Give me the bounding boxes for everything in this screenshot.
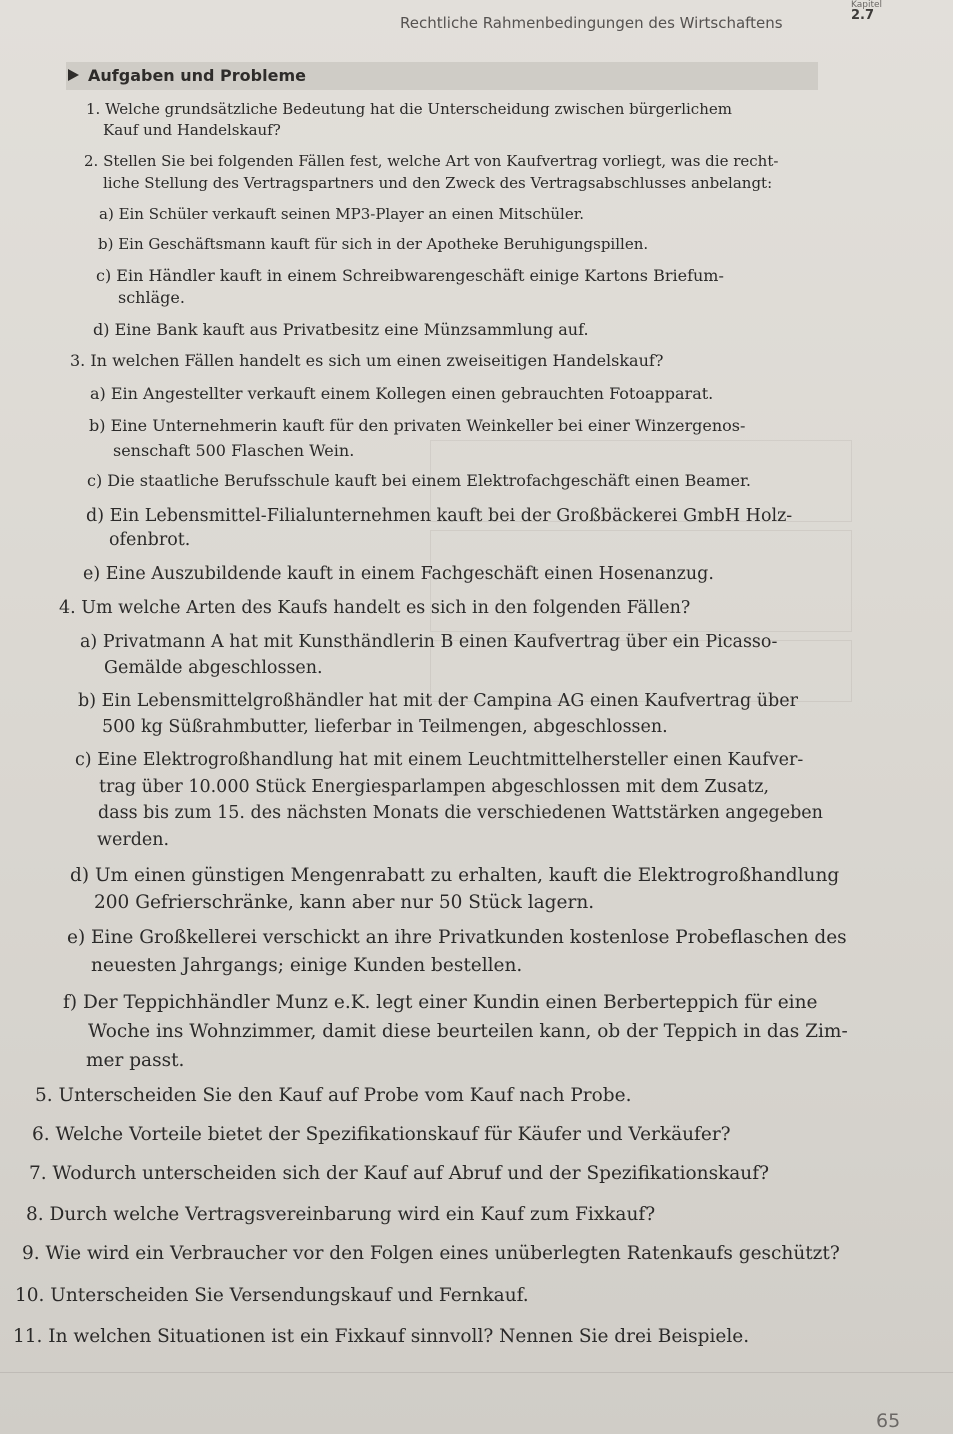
exercise-4a-line-2: Gemälde abgeschlossen. <box>104 658 323 678</box>
section-title: Aufgaben und Probleme <box>88 66 306 85</box>
exercise-2-line-2: liche Stellung des Vertragspartners und den Zweck des Vertragsabschlusses anbelangt: <box>103 174 773 192</box>
page-edge-line <box>0 1372 953 1373</box>
exercise-3: 3. In welchen Fällen handelt es sich um einen zweiseitigen Handelskauf? <box>70 351 664 370</box>
exercise-5: 5. Unterscheiden Sie den Kauf auf Probe vom Kauf nach Probe. <box>35 1085 632 1106</box>
exercise-4b-line-2: 500 kg Süßrahmbutter, lieferbar in Teilmengen, abgeschlossen. <box>102 717 668 737</box>
exercise-3c: c) Die staatliche Berufsschule kauft bei einem Elektrofachgeschäft einen Beamer. <box>87 471 751 490</box>
exercise-4c-line-1: c) Eine Elektrogroßhandlung hat mit einem Leuchtmittelhersteller einen Kaufver- <box>75 750 804 770</box>
exercise-2d: d) Eine Bank kauft aus Privatbesitz eine Münzsammlung auf. <box>93 320 589 339</box>
exercise-1-line-2: Kauf und Handelskauf? <box>103 121 281 139</box>
exercise-3d-line-2: ofenbrot. <box>109 530 191 550</box>
running-header: Rechtliche Rahmenbedingungen des Wirtschaftens <box>400 14 783 32</box>
exercise-4b-line-1: b) Ein Lebensmittelgroßhändler hat mit der Campina AG einen Kaufvertrag über <box>78 691 798 711</box>
exercise-4e-line-1: e) Eine Großkellerei verschickt an ihre Privatkunden kostenlose Probeflaschen des <box>67 927 847 948</box>
exercise-9: 9. Wie wird ein Verbraucher vor den Folgen eines unüberlegten Ratenkaufs geschützt? <box>22 1243 840 1264</box>
exercise-4d-line-2: 200 Gefrierschränke, kann aber nur 50 Stück lagern. <box>94 892 595 913</box>
section-heading-bar <box>66 62 818 90</box>
exercise-6: 6. Welche Vorteile bietet der Spezifikationskauf für Käufer und Verkäufer? <box>32 1124 731 1145</box>
exercise-10: 10. Unterscheiden Sie Versendungskauf und Fernkauf. <box>15 1285 529 1306</box>
exercise-2-line-1: 2. Stellen Sie bei folgenden Fällen fest, welche Art von Kaufvertrag vorliegt, was die recht- <box>84 152 779 170</box>
chapter-number: 2.7 <box>851 8 875 23</box>
triangle-arrow-icon <box>68 69 79 81</box>
exercise-2b: b) Ein Geschäftsmann kauft für sich in der Apotheke Beruhigungspillen. <box>98 235 649 253</box>
exercise-4a-line-1: a) Privatmann A hat mit Kunsthändlerin B einen Kaufvertrag über ein Picasso- <box>80 632 778 652</box>
exercise-4f-line-1: f) Der Teppichhändler Munz e.K. legt einer Kundin einen Berberteppich für eine <box>63 992 818 1013</box>
exercise-4d-line-1: d) Um einen günstigen Mengenrabatt zu erhalten, kauft die Elektrogroßhandlung <box>70 865 840 886</box>
exercise-4e-line-2: neuesten Jahrgangs; einige Kunden bestellen. <box>91 955 523 976</box>
exercise-1-line-1: 1. Welche grundsätzliche Bedeutung hat die Unterscheidung zwischen bürgerlichem <box>86 100 732 118</box>
exercise-3b-line-1: b) Eine Unternehmerin kauft für den privaten Weinkeller bei einer Winzergenos- <box>89 416 746 435</box>
exercise-4f-line-3: mer passt. <box>86 1050 185 1071</box>
exercise-4c-line-4: werden. <box>97 830 170 850</box>
chapter-label: Kapitel <box>851 0 883 10</box>
exercise-11: 11. In welchen Situationen ist ein Fixkauf sinnvoll? Nennen Sie drei Beispiele. <box>13 1326 750 1347</box>
exercise-3e: e) Eine Auszubildende kauft in einem Fachgeschäft einen Hosenanzug. <box>83 564 714 584</box>
exercise-7: 7. Wodurch unterscheiden sich der Kauf auf Abruf und der Spezifikationskauf? <box>29 1163 769 1184</box>
exercise-4f-line-2: Woche ins Wohnzimmer, damit diese beurteilen kann, ob der Teppich in das Zim- <box>88 1021 848 1042</box>
exercise-3a: a) Ein Angestellter verkauft einem Kollegen einen gebrauchten Fotoapparat. <box>90 384 714 403</box>
exercise-2c-line-2: schläge. <box>118 288 185 307</box>
exercise-2c-line-1: c) Ein Händler kauft in einem Schreibwarengeschäft einige Kartons Briefum- <box>96 266 724 285</box>
exercise-4c-line-2: trag über 10.000 Stück Energiesparlampen abgeschlossen mit dem Zusatz, <box>99 777 770 797</box>
exercise-4c-line-3: dass bis zum 15. des nächsten Monats die verschiedenen Wattstärken angegeben <box>98 803 823 823</box>
exercise-4: 4. Um welche Arten des Kaufs handelt es sich in den folgenden Fällen? <box>59 598 691 618</box>
exercise-2a: a) Ein Schüler verkauft seinen MP3-Player an einen Mitschüler. <box>99 205 585 223</box>
exercise-3b-line-2: senschaft 500 Flaschen Wein. <box>113 441 355 460</box>
exercise-8: 8. Durch welche Vertragsvereinbarung wird ein Kauf zum Fixkauf? <box>26 1204 656 1225</box>
page-number: 65 <box>876 1410 901 1432</box>
exercise-3d-line-1: d) Ein Lebensmittel-Filialunternehmen kauft bei der Großbäckerei GmbH Holz- <box>86 506 793 526</box>
